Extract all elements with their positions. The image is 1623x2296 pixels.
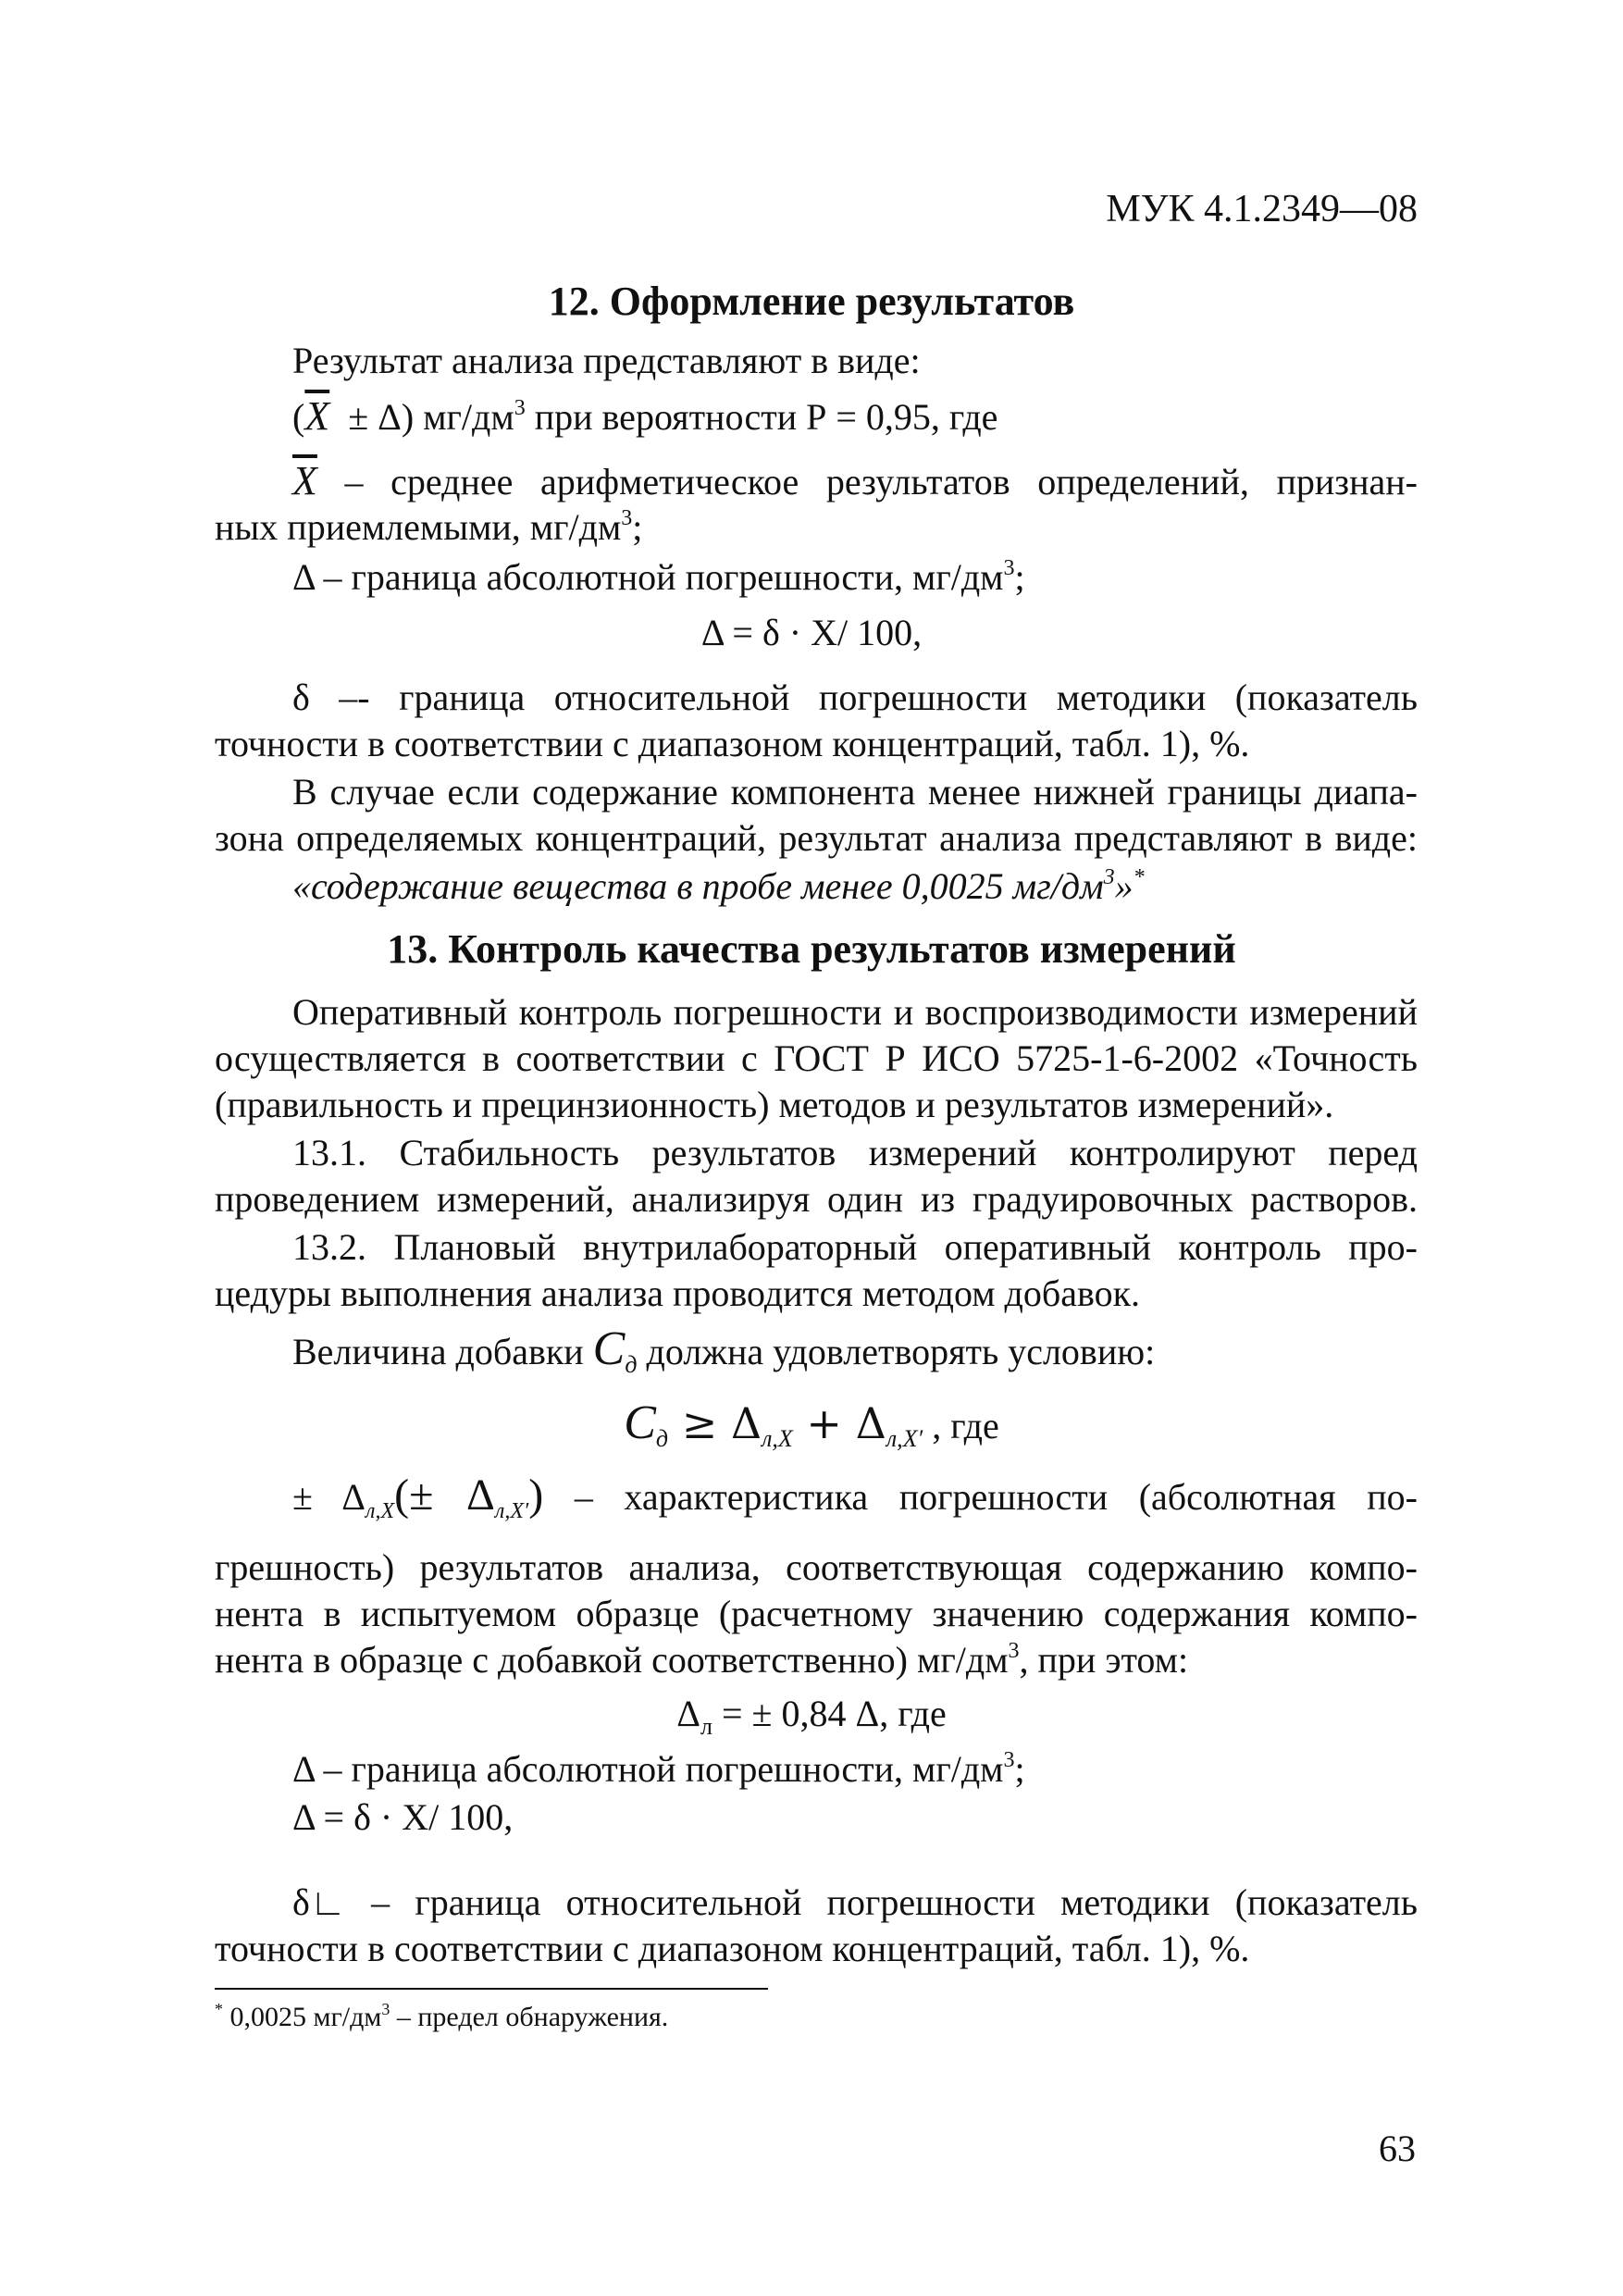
p5-end: , при этом:	[1019, 1639, 1189, 1681]
s12-xmean-definition	[292, 457, 1418, 506]
semicolon: ;	[632, 506, 643, 548]
semicolon: ;	[1014, 1748, 1025, 1790]
s12-paragraph-1: Результат анализа представляют в виде:	[292, 340, 921, 381]
characteristic-text: – характеристика погрешности (абсолютная по-	[543, 1476, 1418, 1518]
delta-def-text: Δ – граница абсолютной погрешности, мг/дм	[292, 556, 1004, 598]
s13-p5-line-1: грешность) результатов анализа, соответствующая содержанию компо-	[215, 1546, 1418, 1588]
s13-p1-line-3: (правильность и прецинзионность) методов и результатов измерений».	[215, 1084, 1334, 1125]
s12-low-content-line-2: зона определяемых концентраций, результат анализа представляют в виде:	[215, 817, 1418, 859]
geq-delta: ≥ Δ	[668, 1398, 762, 1448]
close-quote: »	[1114, 865, 1134, 907]
footnote-tail: – предел обнаружения.	[390, 2002, 669, 2032]
superscript-3: 3	[1003, 1748, 1015, 1773]
superscript-3: 3	[514, 396, 526, 421]
s13-p3-line-1: 13.2. Плановый внутрилабораторный оперативный контроль про-	[292, 1226, 1418, 1268]
footnote-mark: *	[1133, 865, 1145, 890]
s13-condition-formula	[0, 1396, 1623, 1452]
intro-text-end: должна удовлетворять условию:	[637, 1331, 1156, 1372]
s12-low-content-statement	[292, 863, 1145, 911]
footnote-mark: *	[215, 2000, 223, 2019]
s13-p5-line-3	[215, 1636, 1188, 1684]
x-mean-symbol: $\overline{X}$	[304, 393, 330, 439]
superscript-3: 3	[1003, 556, 1015, 581]
s12-xmean-definition-cont	[215, 503, 642, 552]
s12-result-form	[292, 392, 997, 441]
xmean-def-text: – среднее арифметическое результатов определений, признан-	[316, 461, 1418, 503]
s13-rel-error-line-1: δ∟ – граница относительной погрешности методики (показатель	[292, 1881, 1418, 1923]
s13-additive-condition-intro	[292, 1322, 1156, 1378]
paren-pm-delta: (± Δ	[394, 1471, 495, 1520]
where-text: , где	[923, 1405, 999, 1446]
probability-text: при вероятности Р = 0,95, где	[525, 396, 998, 438]
s13-delta-definition	[292, 1745, 1025, 1793]
statement-text: «содержание вещества в пробе менее 0,0025 мг/дм	[292, 865, 1104, 907]
s13-delta-formula: Δ = δ · X/ 100,	[292, 1796, 514, 1838]
s13-p1-line-1: Оперативный контроль погрешности и воспроизводимости измерений	[292, 991, 1418, 1033]
delta-subscript-1: л,X	[762, 1425, 793, 1452]
delta-l-subscript: л	[700, 1713, 712, 1740]
s13-p2-line-1: 13.1. Стабильность результатов измерений контролируют перед	[292, 1132, 1418, 1173]
s13-p3-line-2: цедуры выполнения анализа проводится методом добавок.	[215, 1272, 1141, 1314]
page-number: 63	[1379, 2128, 1416, 2169]
delta-subscript-2: л,X′	[494, 1499, 529, 1523]
close-paren: )	[528, 1471, 544, 1520]
s13-rel-error-line-2: точности в соответствии с диапазоном концентраций, табл. 1), %.	[215, 1928, 1250, 1969]
semicolon: ;	[1014, 556, 1025, 598]
footnote-separator	[215, 1988, 768, 1990]
c-subscript: д	[655, 1425, 669, 1452]
pm-delta: ± Δ	[292, 1476, 366, 1518]
c-symbol: C	[592, 1322, 626, 1375]
document-code-header: МУК 4.1.2349—08	[1106, 188, 1418, 230]
open-paren: (	[292, 396, 305, 438]
c-symbol: C	[624, 1396, 656, 1449]
xmean-def-cont: ных приемлемыми, мг/дм	[215, 506, 622, 548]
s12-rel-error-line-1: δ –- граница относительной погрешности методики (показатель	[292, 676, 1418, 718]
x-mean-symbol-2: $\overline{X}$	[292, 458, 317, 503]
delta-subscript-1: л,X	[365, 1499, 395, 1523]
c-subscript: д	[625, 1351, 638, 1378]
superscript-3: 3	[1103, 865, 1115, 890]
superscript-3: 3	[381, 2000, 390, 2019]
footnote	[215, 1999, 668, 2036]
plus-delta: + Δ	[792, 1398, 886, 1448]
section-12-title: 12. Оформление результатов	[548, 279, 1075, 324]
s13-p1-line-2: осуществляется в соответствии с ГОСТ Р ИСО 5725-1-6-2002 «Точность	[215, 1037, 1418, 1079]
superscript-3: 3	[1008, 1639, 1020, 1664]
s12-delta-definition	[292, 553, 1025, 602]
s12-low-content-line-1: В случае если содержание компонента менее нижней границы диапа-	[292, 771, 1418, 813]
s13-error-characteristic	[292, 1471, 1418, 1521]
s13-p5-line-2: нента в испытуемом образце (расчетному значению содержания компо-	[215, 1593, 1418, 1634]
delta-l-text: = ± 0,84 Δ, где	[712, 1693, 947, 1734]
delta: Δ	[676, 1693, 700, 1734]
pm-delta-units: ± Δ) мг/дм	[348, 396, 514, 438]
p5-text: нента в образце с добавкой соответственно) мг/дм	[215, 1639, 1009, 1681]
delta-def-text: Δ – граница абсолютной погрешности, мг/дм	[292, 1748, 1004, 1790]
superscript-3: 3	[621, 506, 633, 531]
s12-delta-formula: Δ = δ · X/ 100,	[700, 612, 923, 653]
section-13-title: 13. Контроль качества результатов измерений	[387, 926, 1236, 972]
intro-text: Величина добавки	[292, 1331, 593, 1372]
delta-subscript-2: л,X′	[886, 1425, 923, 1452]
s13-delta-l-formula	[0, 1690, 1623, 1738]
footnote-text: 0,0025 мг/дм	[223, 2002, 382, 2032]
s12-rel-error-line-2: точности в соответствии с диапазоном концентраций, табл. 1), %.	[215, 723, 1250, 764]
s13-p2-line-2: проведением измерений, анализируя один из градуировочных растворов.	[215, 1178, 1418, 1220]
